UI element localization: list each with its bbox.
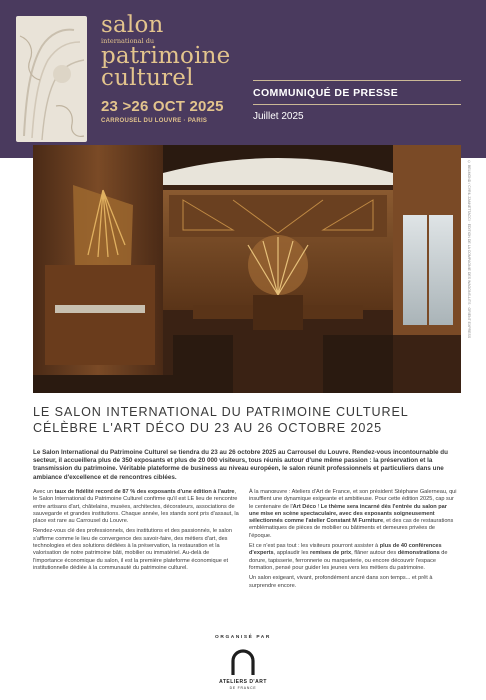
bold-span: plus de 40 conférences d'experts: [249, 543, 442, 557]
event-venue: CARROUSEL DU LOUVRE · PARIS: [101, 118, 208, 124]
divider-bottom: [253, 104, 461, 105]
text-span: !: [315, 503, 321, 510]
organizer-name: ATELIERS D'ART: [219, 679, 267, 685]
header-banner: [0, 0, 486, 158]
brand-international: international du: [101, 37, 155, 45]
press-release-date: Juillet 2025: [253, 111, 304, 122]
headline-line-2: CÉLÈBRE L'ART DÉCO DU 23 AU 26 OCTOBRE 2025: [33, 421, 383, 435]
text-span: de dorure, tapisserie, ferronnerie ou marqueterie, ou encore découvrir l'espace formation, pensé pour guider les jeunes vers les métiers du patrimoine.: [249, 550, 448, 571]
bold-span: démonstrations: [397, 550, 440, 557]
press-release-box: [253, 80, 461, 122]
brand-patrimoine: patrimoine: [101, 43, 231, 69]
bold-span: Art Déco: [292, 503, 316, 510]
photo-credit: © BELMOND / CYRIL ZANNETTACCI · ÉDITION DE LA COMPAGNIE DES WAGONS-LITS · ORIENT EXPRESS: [467, 160, 471, 339]
text-span: , et des cas de restaurations emblématiques de pièces de mobilier ou bâtiments et demeures privées de l'époque.: [249, 518, 454, 539]
left-paragraph-1: [33, 489, 239, 525]
right-paragraph-3: Un salon exigeant, vivant, profondément ancré dans son temps... et prêt à surprendre encore.: [249, 575, 433, 589]
right-column: [249, 489, 457, 593]
left-paragraph-2: Rendez-vous clé des professionnels, des institutions et des passionnés, le salon s'affirme comme le lieu de convergence des savoir-faire, des métiers d'art, des technologies et des solutions dédiées à la préservation, la restauration et la valorisation de notre patrimoine bâti, mobilier ou immatériel. Au-delà de l'importance économique du salon, il est la première plateforme économique et institutionnelle dédiée à la communauté du patrimoine culturel.: [33, 528, 233, 571]
divider-top: [253, 80, 461, 81]
text-span: , flâner autour des: [351, 550, 398, 557]
organized-by-label: ORGANISÉ PAR: [215, 635, 271, 640]
intro-paragraph: Le Salon International du Patrimoine Culturel se tiendra du 23 au 26 octobre 2025 au Carrousel du Louvre. Rendez-vous incontournable du secteur, il accueillera plus de 350 exposants et plus de 20 000 visiteurs, tous réunis autour d'une même passion : la préservation et la transmission du patrimoine. Véritable plateforme de business au niveau européen, le salon réunit professionnels et particuliers dans une ambiance d'excellence et de rencontres ciblées.: [33, 449, 448, 481]
text-span: , le Salon International du Patrimoine Culturel confirme qu'il est LE lieu de rencontre entre artisans d'art, châtelains, musées, architectes, décorateurs, associations de sauvegarde et grandes institutions. Chaque année, les stands sont pris d'assaut, la place est rare au Carrousel du Louvre.: [33, 489, 239, 525]
left-column: [33, 489, 239, 575]
art-deco-train-interior-photo: [33, 145, 461, 393]
right-paragraph-2: [249, 543, 457, 572]
organizer-subtitle: DE FRANCE: [229, 686, 257, 690]
text-span: À la manœuvre : Ateliers d'Art de France, et son président Stéphane Galerneau, qui insufflent une dynamique exigeante et ambitieuse. Pour cette édition 2025, cap sur le centenaire de l': [249, 489, 457, 510]
ateliers-arch-logo-icon: [227, 645, 259, 677]
text-span: Avec un: [33, 489, 55, 495]
text-span: Et ce n'est pas tout : les visiteurs pourront assister à: [249, 543, 380, 550]
bold-span: Le thème sera incarné dès l'entrée du salon par une mise en scène spectaculaire, avec des exposants soigneusement sélectionnés comme l'atelier Constant M Furniture: [249, 503, 447, 525]
salon-brand: [101, 14, 241, 89]
main-headline: [33, 404, 453, 436]
bold-span: remises de prix: [310, 550, 352, 557]
event-dates: 23 >26 OCT 2025: [101, 98, 224, 115]
text-span: , applaudir les: [273, 550, 311, 557]
right-paragraph-1: [249, 489, 457, 540]
brand-salon: salon: [101, 12, 164, 38]
headline-line-1: LE SALON INTERNATIONAL DU PATRIMOINE CULTUREL: [33, 405, 409, 419]
photo-illustration: [33, 145, 461, 393]
press-release-title: COMMUNIQUÉ DE PRESSE: [253, 87, 399, 99]
brand-culturel: culturel: [101, 65, 194, 91]
bold-span: taux de fidélité record de 87 % des exposants d'une édition à l'autre: [54, 489, 235, 495]
art-deco-figure-icon: [16, 16, 87, 142]
